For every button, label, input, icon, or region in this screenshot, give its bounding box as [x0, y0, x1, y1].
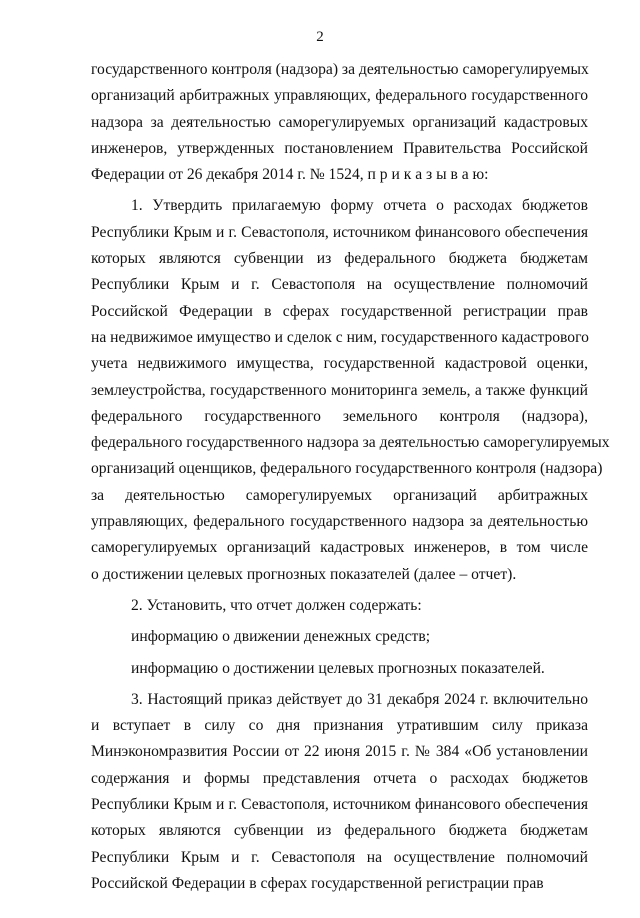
text-line: государственного контроля (надзора) за деятельностью саморегулируемых [91, 61, 589, 78]
document-body [91, 57, 610, 897]
text-line: Республики Крым и г. Севастополя на осуществление полномочий [91, 276, 588, 294]
text-line: 2. Установить, что отчет должен содержать: [131, 596, 422, 614]
page-number: 2 [316, 29, 324, 45]
text-line: Российской Федерации в сферах государственной регистрации прав [91, 874, 544, 892]
text-line: надзора за деятельностью саморегулируемых организаций кадастровых [91, 113, 588, 131]
paragraph [91, 624, 588, 650]
paragraph [91, 656, 588, 682]
paragraph [91, 687, 588, 897]
paragraph [91, 593, 588, 619]
text-line: за деятельностью саморегулируемых организаций арбитражных [91, 486, 588, 504]
text-line: землеустройства, государственного мониторинга земель, а также функций [91, 381, 588, 399]
text-line: инженеров, утвержденных постановлением Правительства Российской [91, 139, 588, 157]
text-line: 3. Настоящий приказ действует до 31 декабря 2024 г. включительно [131, 690, 588, 708]
text-line: организаций оценщиков, федерального государственного контроля (надзора) [91, 460, 603, 478]
paragraph [91, 193, 610, 587]
text-line: информацию о движении денежных средств; [131, 628, 431, 646]
text-line: федерального государственного надзора за деятельностью саморегулируемых [91, 434, 610, 452]
text-line: которых являются субвенции из федерального бюджета бюджетам [91, 822, 588, 840]
text-line: и вступает в силу со дня признания утратившим силу приказа [91, 717, 588, 735]
text-line: Минэкономразвития России от 22 июня 2015 г. № 384 «Об установлении [91, 743, 588, 761]
text-line: Российской Федерации в сферах государственной регистрации прав [91, 302, 588, 320]
text-line: Республики Крым и г. Севастополя на осуществление полномочий [91, 848, 588, 866]
text-line: которых являются субвенции из федерального бюджета бюджетам [91, 250, 588, 268]
text-line: Республики Крым и г. Севастополя, источником финансового обеспечения [91, 223, 588, 241]
text-line: 1. Утвердить прилагаемую форму отчета о расходах бюджетов [131, 197, 588, 215]
text-line: Республики Крым и г. Севастополя, источником финансового обеспечения [91, 796, 588, 814]
text-line: управляющих, федерального государственного надзора за деятельностью [91, 513, 588, 531]
text-line: содержания и формы представления отчета о расходах бюджетов [91, 769, 588, 787]
text-line: саморегулируемых организаций кадастровых инженеров, в том числе [91, 539, 588, 557]
text-line: о достижении целевых прогнозных показателей (далее – отчет). [91, 565, 517, 583]
text-line: Федерации от 26 декабря 2014 г. № 1524, п р и к а з ы в а ю: [91, 166, 489, 184]
text-line: организаций арбитражных управляющих, федерального государственного [91, 87, 588, 105]
text-line: учета недвижимого имущества, государственной кадастровой оценки, [91, 355, 588, 373]
text-line: информацию о достижении целевых прогнозных показателей. [131, 659, 545, 677]
paragraph [91, 57, 588, 188]
text-line: на недвижимое имущество и сделок с ним, государственного кадастрового [91, 328, 589, 346]
text-line: федерального государственного земельного контроля (надзора), [91, 407, 588, 425]
